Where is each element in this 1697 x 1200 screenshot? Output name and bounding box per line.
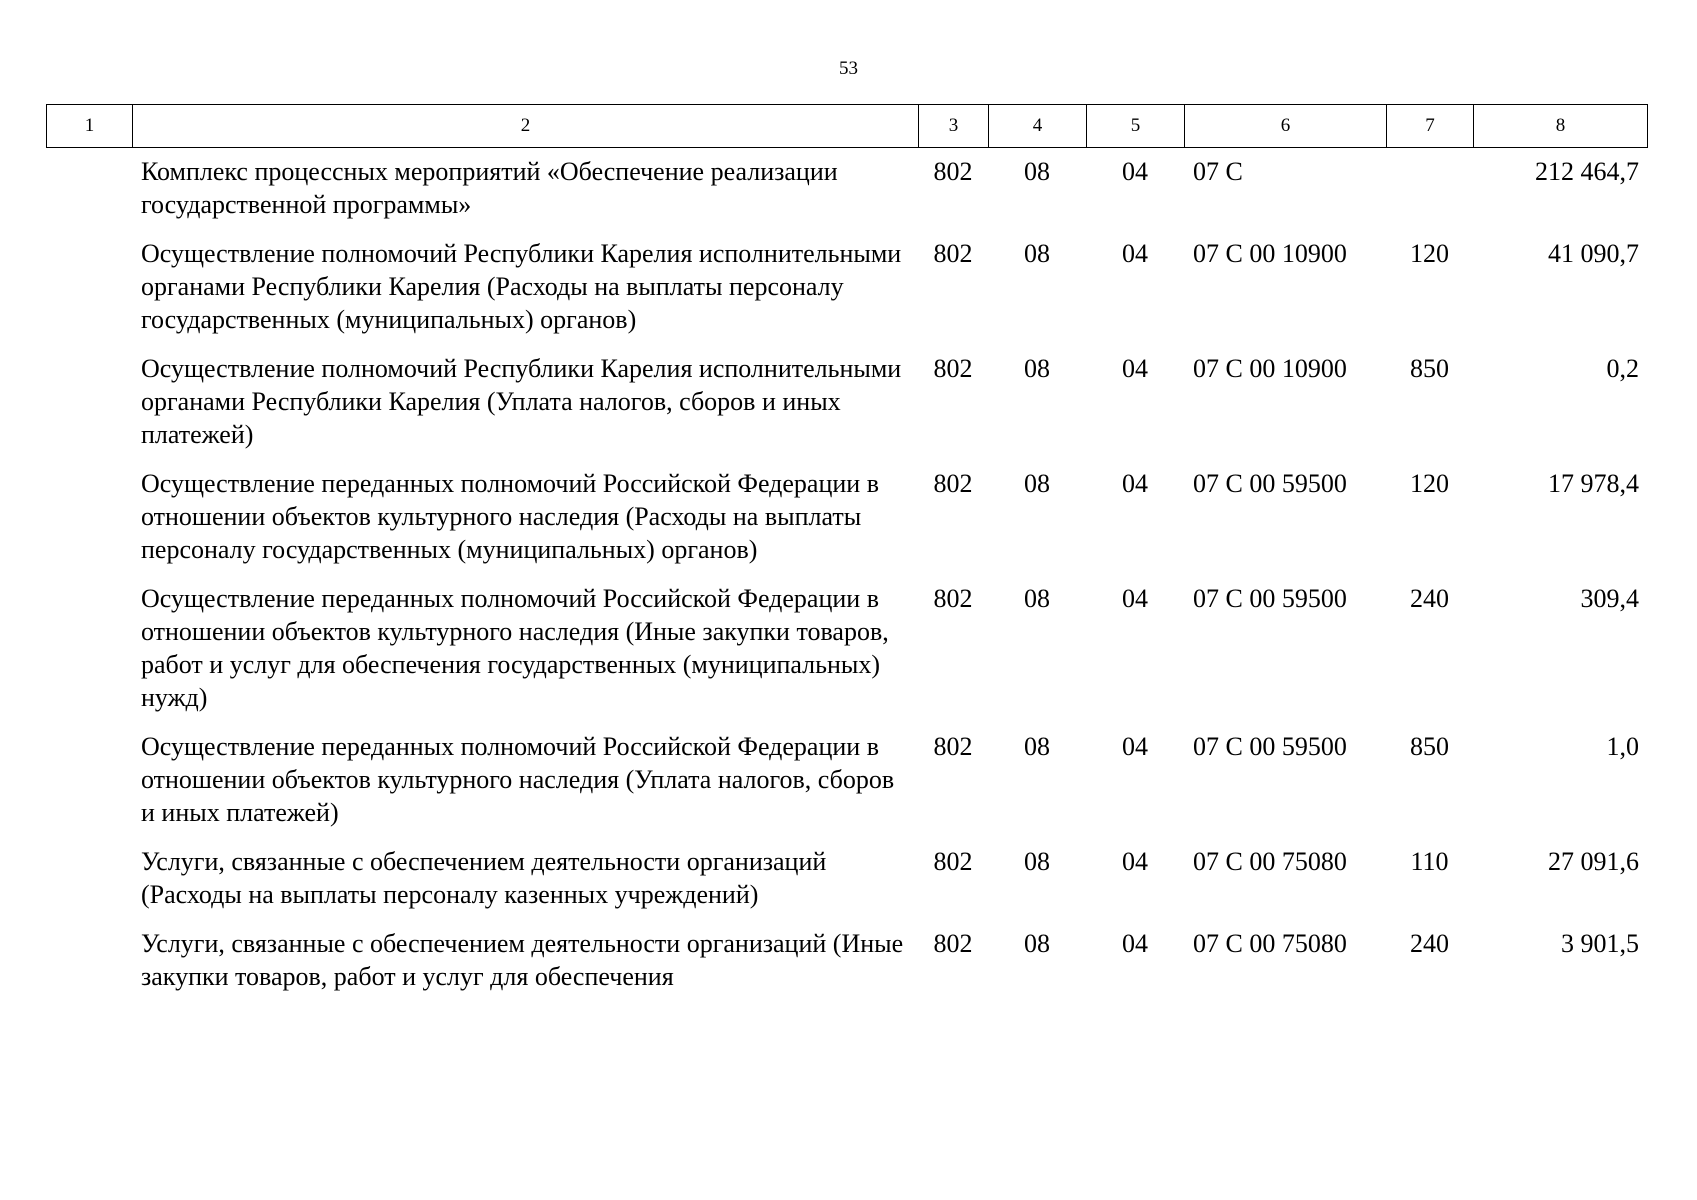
cell-subsection-code: 04 — [1122, 157, 1148, 186]
cell-ministry-code: 802 — [933, 584, 973, 613]
cell-expense-name: Осуществление переданных полномочий Российской Федерации в отношении объектов культурного наследия (Расходы на выплаты персоналу государственных (муниципальных) органов) — [141, 469, 879, 564]
table-row — [46, 467, 1647, 582]
cell-section-code: 08 — [1024, 157, 1050, 186]
cell-amount: 0,2 — [1606, 354, 1639, 383]
cell-subsection-code: 04 — [1122, 847, 1148, 876]
cell-expense-type-code: 850 — [1410, 354, 1449, 383]
page-number: 53 — [839, 58, 858, 79]
column-header-2: 2 — [133, 105, 919, 148]
cell-expense-name: Комплекс процессных мероприятий «Обеспечение реализации государственной программы» — [141, 157, 838, 219]
cell-col-1 — [46, 927, 132, 1009]
cell-expense-type-code: 850 — [1410, 732, 1449, 761]
column-header-7: 7 — [1387, 105, 1474, 148]
cell-col-1 — [46, 582, 132, 730]
cell-ministry-code: 802 — [933, 732, 973, 761]
cell-target-article-code: 07 С 00 59500 — [1193, 584, 1347, 613]
cell-col-1 — [46, 730, 132, 845]
cell-ministry-code: 802 — [933, 239, 973, 268]
cell-expense-name: Осуществление полномочий Республики Карелия исполнительными органами Республики Карелия (Уплата налогов, сборов и иных платежей) — [141, 354, 902, 449]
budget-table — [46, 155, 1647, 1009]
column-header-1: 1 — [47, 105, 133, 148]
cell-col-1 — [46, 155, 132, 237]
cell-expense-name: Услуги, связанные с обеспечением деятельности организаций (Расходы на выплаты персоналу казенных учреждений) — [141, 847, 827, 909]
column-header-5: 5 — [1087, 105, 1185, 148]
cell-target-article-code: 07 С 00 75080 — [1193, 847, 1347, 876]
cell-col-1 — [46, 467, 132, 582]
cell-target-article-code: 07 С 00 59500 — [1193, 469, 1347, 498]
cell-ministry-code: 802 — [933, 354, 973, 383]
cell-section-code: 08 — [1024, 584, 1050, 613]
cell-target-article-code: 07 С — [1193, 157, 1243, 186]
cell-expense-type-code: 110 — [1410, 847, 1449, 876]
cell-ministry-code: 802 — [933, 929, 973, 958]
cell-section-code: 08 — [1024, 847, 1050, 876]
cell-section-code: 08 — [1024, 469, 1050, 498]
cell-subsection-code: 04 — [1122, 354, 1148, 383]
cell-subsection-code: 04 — [1122, 584, 1148, 613]
cell-col-1 — [46, 237, 132, 352]
cell-subsection-code: 04 — [1122, 239, 1148, 268]
cell-target-article-code: 07 С 00 75080 — [1193, 929, 1347, 958]
column-header-8: 8 — [1474, 105, 1648, 148]
cell-expense-type-code: 240 — [1410, 584, 1449, 613]
cell-expense-name: Осуществление полномочий Республики Карелия исполнительными органами Республики Карелия (Расходы на выплаты персоналу государственных (муниципальных) органов) — [141, 239, 902, 334]
table-row — [46, 730, 1647, 845]
cell-section-code: 08 — [1024, 239, 1050, 268]
cell-section-code: 08 — [1024, 929, 1050, 958]
cell-ministry-code: 802 — [933, 847, 973, 876]
cell-amount: 17 978,4 — [1548, 469, 1639, 498]
table-row — [46, 352, 1647, 467]
cell-expense-name: Осуществление переданных полномочий Российской Федерации в отношении объектов культурного наследия (Уплата налогов, сборов и иных платежей) — [141, 732, 895, 827]
cell-subsection-code: 04 — [1122, 929, 1148, 958]
table-header — [46, 104, 1648, 148]
cell-expense-type-code: 120 — [1410, 239, 1449, 268]
table-body — [46, 155, 1647, 1009]
cell-expense-type-code — [1386, 155, 1473, 237]
table-row — [46, 927, 1647, 1009]
cell-subsection-code: 04 — [1122, 469, 1148, 498]
cell-amount: 3 901,5 — [1561, 929, 1639, 958]
column-header-4: 4 — [989, 105, 1087, 148]
cell-ministry-code: 802 — [933, 157, 973, 186]
cell-amount: 309,4 — [1580, 584, 1639, 613]
cell-subsection-code: 04 — [1122, 732, 1148, 761]
cell-target-article-code: 07 С 00 59500 — [1193, 732, 1347, 761]
cell-expense-name: Услуги, связанные с обеспечением деятельности организаций (Иные закупки товаров, работ и услуг для обеспечения — [141, 929, 904, 991]
cell-expense-type-code: 240 — [1410, 929, 1449, 958]
table-row — [46, 845, 1647, 927]
cell-target-article-code: 07 С 00 10900 — [1193, 239, 1347, 268]
cell-amount: 212 464,7 — [1535, 157, 1639, 186]
cell-col-1 — [46, 845, 132, 927]
cell-target-article-code: 07 С 00 10900 — [1193, 354, 1347, 383]
cell-section-code: 08 — [1024, 354, 1050, 383]
column-header-6: 6 — [1185, 105, 1387, 148]
column-header-3: 3 — [919, 105, 989, 148]
cell-expense-name: Осуществление переданных полномочий Российской Федерации в отношении объектов культурного наследия (Иные закупки товаров, работ и услуг для обеспечения государственных (муниципальных) нужд) — [141, 584, 889, 712]
cell-amount: 27 091,6 — [1548, 847, 1639, 876]
cell-ministry-code: 802 — [933, 469, 973, 498]
table-row — [46, 237, 1647, 352]
table-row — [46, 155, 1647, 237]
cell-section-code: 08 — [1024, 732, 1050, 761]
cell-amount: 41 090,7 — [1548, 239, 1639, 268]
cell-amount: 1,0 — [1606, 732, 1639, 761]
table-row — [46, 582, 1647, 730]
cell-col-1 — [46, 352, 132, 467]
cell-expense-type-code: 120 — [1410, 469, 1449, 498]
